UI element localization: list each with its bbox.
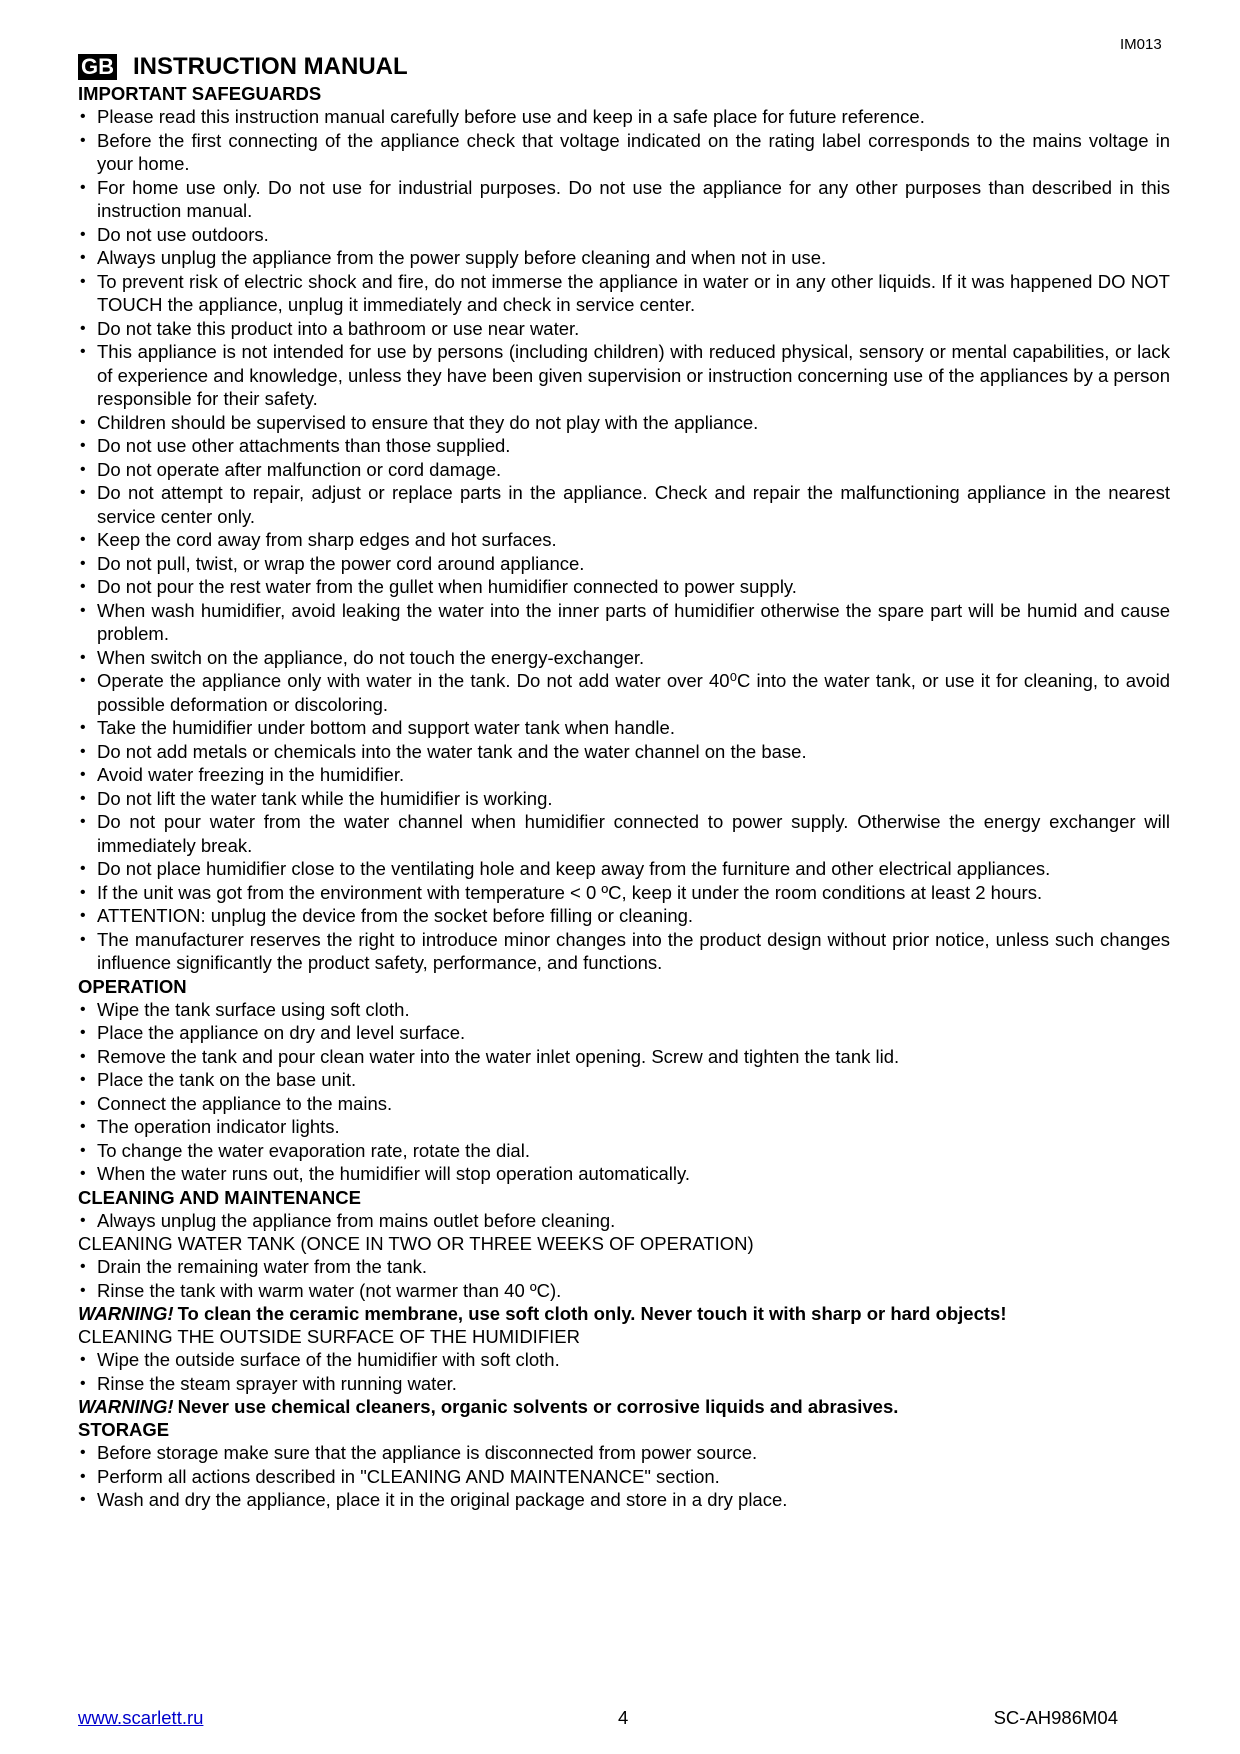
list-item: • For home use only. Do not use for industrial purposes. Do not use the appliance for any other purposes than described in this instruction manual. — [78, 176, 1170, 223]
model-number: SC-AH986M04 — [993, 1707, 1118, 1728]
list-item: • This appliance is not intended for use by persons (including children) with reduced physical, sensory or mental capabilities, or lack of experience and knowledge, unless they have been given supervision or instruction concerning use of the appliances by a person responsible for their safety. — [78, 340, 1170, 411]
list-item: • Wipe the outside surface of the humidifier with soft cloth. — [78, 1348, 1170, 1372]
list-item: • Wash and dry the appliance, place it in the original package and store in a dry place. — [78, 1488, 1170, 1512]
list-item: • Place the tank on the base unit. — [78, 1068, 1170, 1092]
list-item: • Take the humidifier under bottom and support water tank when handle. — [78, 716, 1170, 740]
list-item: • Please read this instruction manual carefully before use and keep in a safe place for future reference. — [78, 105, 1170, 129]
list-item: • To prevent risk of electric shock and fire, do not immerse the appliance in water or in any other liquids. If it was happened DO NOT TOUCH the appliance, unplug it immediately and check in service center. — [78, 270, 1170, 317]
cleaning-outside-list — [78, 1348, 1170, 1395]
warning-text: Never use chemical cleaners, organic solvents or corrosive liquids and abrasives. — [177, 1396, 899, 1417]
warning-chemicals — [78, 1395, 1170, 1418]
list-item: • Do not pour the rest water from the gullet when humidifier connected to power supply. — [78, 575, 1170, 599]
list-item: • Always unplug the appliance from mains outlet before cleaning. — [78, 1209, 1170, 1233]
list-item: • The operation indicator lights. — [78, 1115, 1170, 1139]
list-item: • Wipe the tank surface using soft cloth. — [78, 998, 1170, 1022]
safeguards-heading: IMPORTANT SAFEGUARDS — [78, 83, 322, 104]
list-item: • Keep the cord away from sharp edges and hot surfaces. — [78, 528, 1170, 552]
manual-title: INSTRUCTION MANUAL — [133, 53, 408, 80]
language-badge: GB — [78, 54, 117, 80]
list-item: • Perform all actions described in "CLEANING AND MAINTENANCE" section. — [78, 1465, 1170, 1489]
cleaning-tank-list — [78, 1255, 1170, 1302]
list-item: • Do not use outdoors. — [78, 223, 1170, 247]
list-item: • Avoid water freezing in the humidifier. — [78, 763, 1170, 787]
list-item: • Do not use other attachments than those supplied. — [78, 434, 1170, 458]
list-item: • Always unplug the appliance from the power supply before cleaning and when not in use. — [78, 246, 1170, 270]
list-item: • Rinse the tank with warm water (not warmer than 40 ºC). — [78, 1279, 1170, 1303]
manual-page — [78, 52, 1170, 1512]
list-item: • Rinse the steam sprayer with running water. — [78, 1372, 1170, 1396]
list-item: • Drain the remaining water from the tank. — [78, 1255, 1170, 1279]
storage-heading: STORAGE — [78, 1419, 170, 1440]
operation-list — [78, 998, 1170, 1186]
website-link[interactable]: www.scarlett.ru — [78, 1707, 204, 1728]
list-item: • To change the water evaporation rate, rotate the dial. — [78, 1139, 1170, 1163]
manual-title-row — [78, 52, 1170, 82]
list-item: • When the water runs out, the humidifier will stop operation automatically. — [78, 1162, 1170, 1186]
list-item: • Do not add metals or chemicals into the water tank and the water channel on the base. — [78, 740, 1170, 764]
cleaning-tank-heading: CLEANING WATER TANK (ONCE IN TWO OR THREE WEEKS OF OPERATION) — [78, 1233, 754, 1254]
list-item: • Children should be supervised to ensure that they do not play with the appliance. — [78, 411, 1170, 435]
list-item: • Do not lift the water tank while the humidifier is working. — [78, 787, 1170, 811]
list-item: • Operate the appliance only with water in the tank. Do not add water over 40⁰C into the water tank, or use it for cleaning, to avoid possible deformation or discoloring. — [78, 669, 1170, 716]
list-item: • Do not pull, twist, or wrap the power cord around appliance. — [78, 552, 1170, 576]
list-item: • If the unit was got from the environment with temperature < 0 ºC, keep it under the room conditions at least 2 hours. — [78, 881, 1170, 905]
storage-list — [78, 1441, 1170, 1512]
warning-membrane — [78, 1302, 1170, 1325]
operation-heading: OPERATION — [78, 975, 187, 997]
list-item: • Do not place humidifier close to the ventilating hole and keep away from the furniture and other electrical appliances. — [78, 857, 1170, 881]
list-item: • When switch on the appliance, do not touch the energy-exchanger. — [78, 646, 1170, 670]
list-item: • Remove the tank and pour clean water into the water inlet opening. Screw and tighten the tank lid. — [78, 1045, 1170, 1069]
list-item: • Before the first connecting of the appliance check that voltage indicated on the rating label corresponds to the mains voltage in your home. — [78, 129, 1170, 176]
list-item: • When wash humidifier, avoid leaking the water into the inner parts of humidifier otherwise the spare part will be humid and cause problem. — [78, 599, 1170, 646]
warning-label: WARNING! — [78, 1396, 174, 1417]
list-item: • The manufacturer reserves the right to introduce minor changes into the product design without prior notice, unless such changes influence significantly the product safety, performance, and functions. — [78, 928, 1170, 975]
list-item: • Do not operate after malfunction or cord damage. — [78, 458, 1170, 482]
list-item: • Connect the appliance to the mains. — [78, 1092, 1170, 1116]
list-item: • Do not take this product into a bathroom or use near water. — [78, 317, 1170, 341]
list-item: • Place the appliance on dry and level surface. — [78, 1021, 1170, 1045]
warning-text: To clean the ceramic membrane, use soft cloth only. Never touch it with sharp or hard objects! — [177, 1303, 1007, 1324]
cleaning-heading: CLEANING AND MAINTENANCE — [78, 1186, 361, 1208]
list-item: • Do not pour water from the water channel when humidifier connected to power supply. Otherwise the energy exchanger will immediately break. — [78, 810, 1170, 857]
safeguards-list — [78, 105, 1170, 975]
cleaning-outside-heading: CLEANING THE OUTSIDE SURFACE OF THE HUMIDIFIER — [78, 1326, 580, 1347]
warning-label: WARNING! — [78, 1303, 174, 1324]
page-number: 4 — [618, 1707, 629, 1728]
list-item: • Before storage make sure that the appliance is disconnected from power source. — [78, 1441, 1170, 1465]
list-item: • Do not attempt to repair, adjust or replace parts in the appliance. Check and repair the malfunctioning appliance in the nearest service center only. — [78, 481, 1170, 528]
cleaning-intro-list — [78, 1209, 1170, 1233]
document-code: IM013 — [1120, 36, 1162, 53]
list-item: • ATTENTION: unplug the device from the socket before filling or cleaning. — [78, 904, 1170, 928]
